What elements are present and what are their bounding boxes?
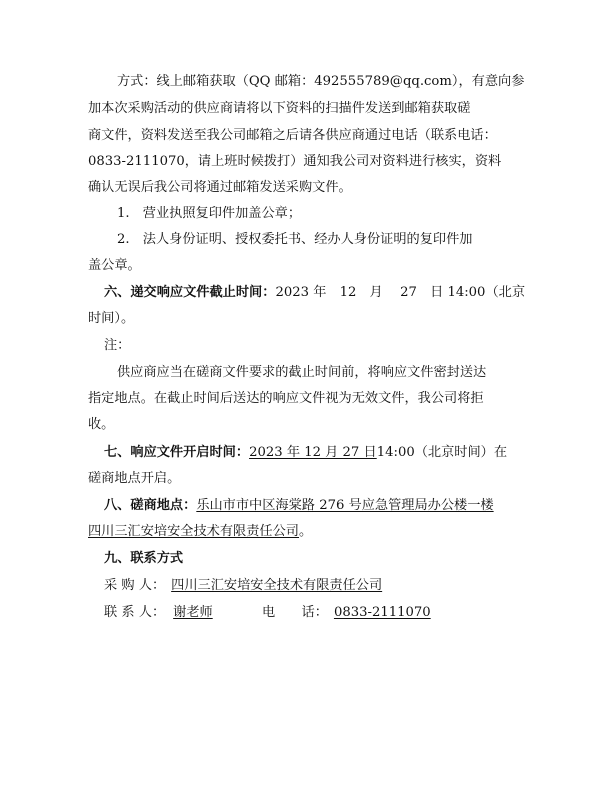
note-label: 注： [104, 338, 131, 353]
venue-address: 乐山市市中区海棠路 276 号应急管理局办公楼一楼 [196, 498, 494, 513]
open-date: 2023 年 12 月 27 日 [249, 445, 377, 460]
method-line-3: 商文件，资料发送至我公司邮箱之后请各供应商通过电话（联系电话： [88, 128, 497, 143]
contact-row [104, 603, 233, 623]
phone-label: 电 话： [262, 605, 328, 620]
section8-line [104, 496, 494, 516]
note-line-1: 供应商应当在磋商文件要求的截止时间前，将响应文件密封送达 [117, 365, 487, 380]
section7-line [104, 443, 507, 463]
venue-end: 。 [299, 524, 313, 539]
list-item-1: 1. 营业执照复印件加盖公章； [117, 206, 302, 221]
buyer-value: 四川三汇安培安全技术有限责任公司 [171, 578, 383, 593]
section7-cont: 磋商地点开启。 [88, 471, 181, 486]
note-line-3: 收。 [88, 417, 115, 432]
contact-label: 联 系 人： [104, 605, 166, 620]
deadline-time-cont: 时间）。 [88, 311, 135, 326]
method-line-2: 加本次采购活动的供应商请将以下资料的扫描件发送到邮箱获取磋 [88, 101, 471, 116]
phone-row [262, 603, 435, 623]
deadline-time: 2023 年 12 月 27 日 14:00（北京 [275, 285, 526, 300]
list-item-2: 2. 法人身份证明、授权委托书、经办人身份证明的复印件加 [117, 232, 473, 247]
buyer-row [104, 576, 396, 596]
method-line-5: 确认无误后我公司将通过邮箱发送采购文件。 [88, 180, 352, 195]
section8-cont [88, 522, 312, 542]
list-item-2-cont: 盖公章。 [88, 258, 141, 273]
open-time: 14:00（北京时间）在 [376, 445, 508, 460]
section7-heading: 七、响应文件开启时间： [104, 445, 250, 460]
section6-line [104, 283, 525, 303]
section9-heading: 九、联系方式 [104, 551, 184, 566]
phone-value: 0833-2111070 [333, 605, 431, 620]
section8-heading: 八、磋商地点： [104, 498, 197, 513]
note-line-2: 指定地点。在截止时间后送达的响应文件视为无效文件，我公司将拒 [88, 391, 484, 406]
contact-value: 谢老师 [173, 605, 213, 620]
venue-company: 四川三汇安培安全技术有限责任公司 [88, 524, 299, 539]
method-line-1: 方式：线上邮箱获取（QQ 邮箱：492555789@qq.com），有意向参 [117, 74, 525, 89]
section6-heading: 六、递交响应文件截止时间： [104, 285, 276, 300]
buyer-label: 采 购 人： [104, 578, 166, 593]
method-line-4: 0833-2111070，请上班时候拨打）通知我公司对资料进行核实，资料 [88, 154, 502, 169]
